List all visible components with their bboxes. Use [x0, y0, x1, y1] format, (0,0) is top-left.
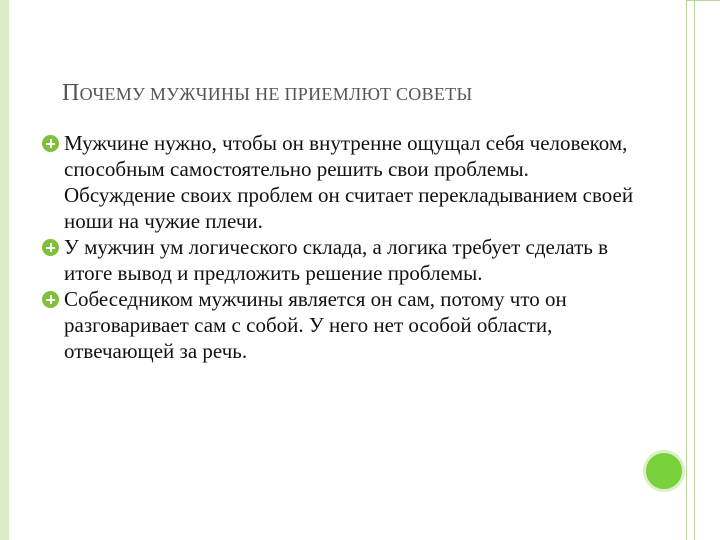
- left-border-stripe: [0, 0, 9, 540]
- bullet-text: Собеседником мужчины является он сам, потому что он разговаривает сам с собой. У него нет особой области, отвечающей за речь.: [64, 287, 567, 363]
- plus-circle-icon: [42, 239, 59, 256]
- plus-circle-icon: [42, 135, 59, 152]
- slide-title-initial: П: [62, 80, 80, 106]
- plus-circle-icon: [42, 291, 59, 308]
- frame-line-outer: [694, 0, 695, 540]
- bullet-text: У мужчин ум логического склада, а логика требует сделать в итоге вывод и предложить решение проблемы.: [64, 235, 609, 285]
- bullet-item: [42, 130, 642, 234]
- frame-line-inner: [686, 0, 687, 540]
- bullet-item: [42, 234, 642, 286]
- bullet-list: [42, 130, 642, 364]
- frame-top-line: [686, 0, 720, 1]
- bullet-item: [42, 286, 642, 364]
- slide-title: [62, 80, 472, 107]
- bullet-text: Мужчине нужно, чтобы он внутренне ощущал себя человеком, способным самостоятельно решить свои проблемы. Обсуждение своих проблем он считает перекладыванием своей ноши на чужие плечи.: [64, 131, 634, 233]
- decorative-circle: [643, 450, 685, 492]
- slide-title-rest: ОЧЕМУ МУЖЧИНЫ НЕ ПРИЕМЛЮТ СОВЕТЫ: [79, 84, 473, 104]
